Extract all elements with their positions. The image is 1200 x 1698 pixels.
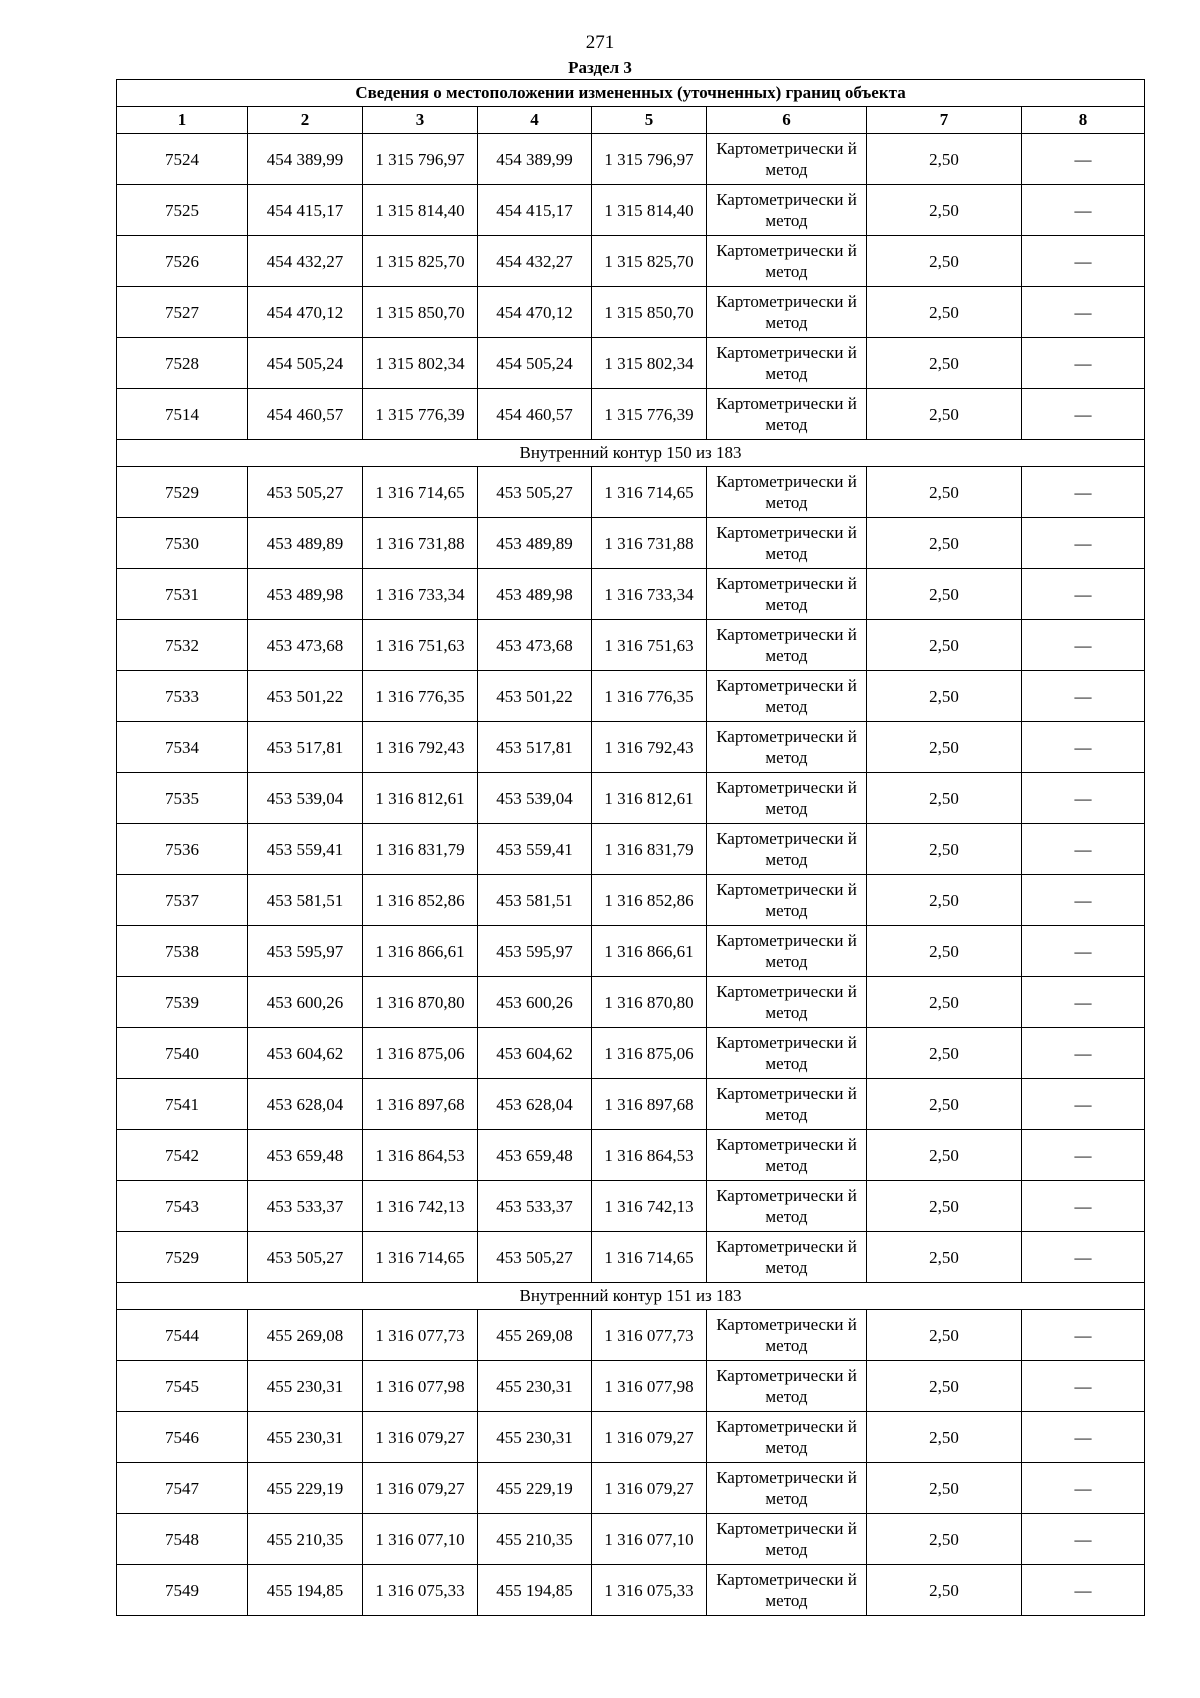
description-cell: —: [1022, 1514, 1145, 1565]
method-cell: Картометрически й метод: [707, 1310, 867, 1361]
table-row: [117, 1412, 1145, 1463]
accuracy-cell: 2,50: [867, 671, 1022, 722]
method-cell: Картометрически й метод: [707, 824, 867, 875]
coord-y-cell: 1 316 742,13: [363, 1181, 478, 1232]
description-cell: —: [1022, 722, 1145, 773]
description-cell: —: [1022, 1079, 1145, 1130]
description-cell: —: [1022, 1232, 1145, 1283]
accuracy-cell: 2,50: [867, 722, 1022, 773]
coord-y-new-cell: 1 316 831,79: [592, 824, 707, 875]
coord-y-cell: 1 316 079,27: [363, 1412, 478, 1463]
point-number-cell: 7544: [117, 1310, 248, 1361]
coord-x-new-cell: 455 230,31: [478, 1412, 592, 1463]
coord-x-cell: 454 470,12: [248, 287, 363, 338]
description-cell: —: [1022, 1565, 1145, 1616]
point-number-cell: 7547: [117, 1463, 248, 1514]
coord-x-new-cell: 453 533,37: [478, 1181, 592, 1232]
coord-x-new-cell: 453 595,97: [478, 926, 592, 977]
coord-y-new-cell: 1 316 079,27: [592, 1463, 707, 1514]
contour-heading-row: [117, 440, 1145, 467]
method-cell: Картометрически й метод: [707, 1361, 867, 1412]
column-number: 3: [363, 107, 478, 134]
coord-x-cell: 453 628,04: [248, 1079, 363, 1130]
coord-y-cell: 1 316 812,61: [363, 773, 478, 824]
method-cell: Картометрически й метод: [707, 134, 867, 185]
coord-x-cell: 453 604,62: [248, 1028, 363, 1079]
coord-y-new-cell: 1 315 802,34: [592, 338, 707, 389]
accuracy-cell: 2,50: [867, 1412, 1022, 1463]
method-cell: Картометрически й метод: [707, 620, 867, 671]
table-row: [117, 389, 1145, 440]
coord-y-cell: 1 316 866,61: [363, 926, 478, 977]
table-row: [117, 824, 1145, 875]
coord-y-cell: 1 316 731,88: [363, 518, 478, 569]
point-number-cell: 7530: [117, 518, 248, 569]
coord-x-cell: 455 230,31: [248, 1361, 363, 1412]
coord-x-cell: 455 230,31: [248, 1412, 363, 1463]
table-row: [117, 1463, 1145, 1514]
description-cell: —: [1022, 977, 1145, 1028]
coord-x-cell: 453 473,68: [248, 620, 363, 671]
coord-x-new-cell: 454 432,27: [478, 236, 592, 287]
table-body: [117, 134, 1145, 1616]
coord-x-new-cell: 453 505,27: [478, 1232, 592, 1283]
coord-y-new-cell: 1 316 731,88: [592, 518, 707, 569]
table-row: [117, 977, 1145, 1028]
coord-y-new-cell: 1 316 742,13: [592, 1181, 707, 1232]
section-title: Раздел 3: [568, 58, 632, 77]
accuracy-cell: 2,50: [867, 1514, 1022, 1565]
coord-x-cell: 453 595,97: [248, 926, 363, 977]
point-number-cell: 7546: [117, 1412, 248, 1463]
point-number-cell: 7539: [117, 977, 248, 1028]
coord-x-cell: 453 581,51: [248, 875, 363, 926]
coord-y-cell: 1 315 825,70: [363, 236, 478, 287]
point-number-cell: 7527: [117, 287, 248, 338]
coord-y-new-cell: 1 316 075,33: [592, 1565, 707, 1616]
coord-y-cell: 1 316 077,98: [363, 1361, 478, 1412]
table-row: [117, 1232, 1145, 1283]
coord-y-new-cell: 1 316 875,06: [592, 1028, 707, 1079]
method-cell: Картометрически й метод: [707, 926, 867, 977]
method-cell: Картометрически й метод: [707, 773, 867, 824]
coord-y-cell: 1 316 852,86: [363, 875, 478, 926]
description-cell: —: [1022, 518, 1145, 569]
coord-y-new-cell: 1 316 077,98: [592, 1361, 707, 1412]
column-number: 8: [1022, 107, 1145, 134]
point-number-cell: 7537: [117, 875, 248, 926]
column-number: 4: [478, 107, 592, 134]
accuracy-cell: 2,50: [867, 1181, 1022, 1232]
accuracy-cell: 2,50: [867, 1079, 1022, 1130]
point-number-cell: 7545: [117, 1361, 248, 1412]
table-row: [117, 338, 1145, 389]
coord-x-new-cell: 454 505,24: [478, 338, 592, 389]
point-number-cell: 7534: [117, 722, 248, 773]
accuracy-cell: 2,50: [867, 287, 1022, 338]
coord-x-cell: 453 501,22: [248, 671, 363, 722]
coord-x-new-cell: 453 501,22: [478, 671, 592, 722]
method-cell: Картометрически й метод: [707, 338, 867, 389]
table-row: [117, 467, 1145, 518]
table-row: [117, 1028, 1145, 1079]
accuracy-cell: 2,50: [867, 338, 1022, 389]
point-number-cell: 7543: [117, 1181, 248, 1232]
point-number-cell: 7531: [117, 569, 248, 620]
table-row: [117, 926, 1145, 977]
method-cell: Картометрически й метод: [707, 389, 867, 440]
accuracy-cell: 2,50: [867, 926, 1022, 977]
table-row: [117, 620, 1145, 671]
coord-x-cell: 454 460,57: [248, 389, 363, 440]
description-cell: —: [1022, 926, 1145, 977]
accuracy-cell: 2,50: [867, 620, 1022, 671]
coord-y-cell: 1 316 077,73: [363, 1310, 478, 1361]
accuracy-cell: 2,50: [867, 1310, 1022, 1361]
coord-x-new-cell: 455 194,85: [478, 1565, 592, 1616]
method-cell: Картометрически й метод: [707, 875, 867, 926]
coord-x-cell: 453 505,27: [248, 467, 363, 518]
point-number-cell: 7541: [117, 1079, 248, 1130]
coord-y-cell: 1 316 714,65: [363, 1232, 478, 1283]
description-cell: —: [1022, 1310, 1145, 1361]
coord-x-new-cell: 453 604,62: [478, 1028, 592, 1079]
table-row: [117, 1310, 1145, 1361]
coord-x-cell: 453 600,26: [248, 977, 363, 1028]
point-number-cell: 7536: [117, 824, 248, 875]
description-cell: —: [1022, 134, 1145, 185]
accuracy-cell: 2,50: [867, 518, 1022, 569]
coord-y-cell: 1 315 796,97: [363, 134, 478, 185]
coord-x-new-cell: 453 505,27: [478, 467, 592, 518]
coord-x-new-cell: 453 600,26: [478, 977, 592, 1028]
coord-x-cell: 454 505,24: [248, 338, 363, 389]
method-cell: Картометрически й метод: [707, 467, 867, 518]
point-number-cell: 7542: [117, 1130, 248, 1181]
description-cell: —: [1022, 185, 1145, 236]
coord-x-new-cell: 453 581,51: [478, 875, 592, 926]
coord-y-cell: 1 316 864,53: [363, 1130, 478, 1181]
accuracy-cell: 2,50: [867, 977, 1022, 1028]
description-cell: —: [1022, 236, 1145, 287]
method-cell: Картометрически й метод: [707, 1514, 867, 1565]
coord-y-new-cell: 1 316 776,35: [592, 671, 707, 722]
coord-y-cell: 1 316 776,35: [363, 671, 478, 722]
coord-y-new-cell: 1 316 714,65: [592, 467, 707, 518]
description-cell: —: [1022, 338, 1145, 389]
contour-heading-row: [117, 1283, 1145, 1310]
coord-y-new-cell: 1 315 814,40: [592, 185, 707, 236]
coord-y-cell: 1 315 814,40: [363, 185, 478, 236]
table-row: [117, 236, 1145, 287]
coord-x-new-cell: 454 470,12: [478, 287, 592, 338]
coord-y-cell: 1 316 733,34: [363, 569, 478, 620]
description-cell: —: [1022, 1412, 1145, 1463]
coord-y-new-cell: 1 316 077,10: [592, 1514, 707, 1565]
description-cell: —: [1022, 1130, 1145, 1181]
method-cell: Картометрически й метод: [707, 287, 867, 338]
coord-y-new-cell: 1 315 776,39: [592, 389, 707, 440]
method-cell: Картометрически й метод: [707, 1232, 867, 1283]
point-number-cell: 7540: [117, 1028, 248, 1079]
description-cell: —: [1022, 620, 1145, 671]
coord-x-cell: 455 210,35: [248, 1514, 363, 1565]
coord-y-new-cell: 1 316 852,86: [592, 875, 707, 926]
point-number-cell: 7525: [117, 185, 248, 236]
point-number-cell: 7533: [117, 671, 248, 722]
coord-y-cell: 1 316 897,68: [363, 1079, 478, 1130]
table-row: [117, 569, 1145, 620]
table-row: [117, 1514, 1145, 1565]
coord-x-new-cell: 453 517,81: [478, 722, 592, 773]
column-number: 5: [592, 107, 707, 134]
boundary-table: [116, 79, 1145, 1616]
column-number: 6: [707, 107, 867, 134]
point-number-cell: 7524: [117, 134, 248, 185]
table-row: [117, 287, 1145, 338]
coord-y-new-cell: 1 315 825,70: [592, 236, 707, 287]
coord-y-cell: 1 315 802,34: [363, 338, 478, 389]
coord-x-new-cell: 454 415,17: [478, 185, 592, 236]
description-cell: —: [1022, 467, 1145, 518]
coord-x-cell: 455 269,08: [248, 1310, 363, 1361]
coord-y-cell: 1 316 870,80: [363, 977, 478, 1028]
coord-x-new-cell: 453 473,68: [478, 620, 592, 671]
coord-y-cell: 1 315 850,70: [363, 287, 478, 338]
method-cell: Картометрически й метод: [707, 236, 867, 287]
accuracy-cell: 2,50: [867, 1028, 1022, 1079]
table-row: [117, 185, 1145, 236]
accuracy-cell: 2,50: [867, 1232, 1022, 1283]
coord-x-new-cell: 453 659,48: [478, 1130, 592, 1181]
coord-y-new-cell: 1 315 796,97: [592, 134, 707, 185]
coord-x-cell: 455 229,19: [248, 1463, 363, 1514]
coord-y-new-cell: 1 316 792,43: [592, 722, 707, 773]
accuracy-cell: 2,50: [867, 1130, 1022, 1181]
table-row: [117, 134, 1145, 185]
method-cell: Картометрически й метод: [707, 1079, 867, 1130]
point-number-cell: 7526: [117, 236, 248, 287]
coord-y-new-cell: 1 316 079,27: [592, 1412, 707, 1463]
table-row: [117, 1181, 1145, 1232]
table-row: [117, 722, 1145, 773]
description-cell: —: [1022, 1361, 1145, 1412]
coord-x-new-cell: 453 539,04: [478, 773, 592, 824]
coord-x-new-cell: 453 559,41: [478, 824, 592, 875]
coord-y-cell: 1 316 714,65: [363, 467, 478, 518]
point-number-cell: 7548: [117, 1514, 248, 1565]
point-number-cell: 7529: [117, 467, 248, 518]
coord-y-cell: 1 316 079,27: [363, 1463, 478, 1514]
method-cell: Картометрически й метод: [707, 1130, 867, 1181]
coord-x-new-cell: 455 269,08: [478, 1310, 592, 1361]
method-cell: Картометрически й метод: [707, 1565, 867, 1616]
coord-x-new-cell: 455 210,35: [478, 1514, 592, 1565]
point-number-cell: 7538: [117, 926, 248, 977]
point-number-cell: 7532: [117, 620, 248, 671]
table-row: [117, 773, 1145, 824]
point-number-cell: 7514: [117, 389, 248, 440]
accuracy-cell: 2,50: [867, 569, 1022, 620]
accuracy-cell: 2,50: [867, 1463, 1022, 1514]
column-number: 7: [867, 107, 1022, 134]
method-cell: Картометрически й метод: [707, 1463, 867, 1514]
method-cell: Картометрически й метод: [707, 722, 867, 773]
coord-x-new-cell: 454 389,99: [478, 134, 592, 185]
table-caption: Сведения о местоположении измененных (уточненных) границ объекта: [117, 80, 1145, 107]
method-cell: Картометрически й метод: [707, 185, 867, 236]
point-number-cell: 7535: [117, 773, 248, 824]
coord-x-cell: 453 559,41: [248, 824, 363, 875]
description-cell: —: [1022, 1463, 1145, 1514]
accuracy-cell: 2,50: [867, 1565, 1022, 1616]
coord-y-new-cell: 1 316 866,61: [592, 926, 707, 977]
description-cell: —: [1022, 569, 1145, 620]
table-row: [117, 671, 1145, 722]
coord-x-cell: 454 389,99: [248, 134, 363, 185]
coord-x-new-cell: 453 489,89: [478, 518, 592, 569]
coord-y-new-cell: 1 316 733,34: [592, 569, 707, 620]
accuracy-cell: 2,50: [867, 134, 1022, 185]
table-row: [117, 518, 1145, 569]
coord-x-cell: 453 505,27: [248, 1232, 363, 1283]
table-row: [117, 1079, 1145, 1130]
coord-y-cell: 1 316 831,79: [363, 824, 478, 875]
description-cell: —: [1022, 389, 1145, 440]
point-number-cell: 7549: [117, 1565, 248, 1616]
coord-y-new-cell: 1 316 077,73: [592, 1310, 707, 1361]
contour-heading: Внутренний контур 150 из 183: [117, 440, 1145, 467]
point-number-cell: 7528: [117, 338, 248, 389]
column-number-row: [117, 107, 1145, 134]
coord-x-cell: 454 415,17: [248, 185, 363, 236]
page-number: 271: [585, 32, 615, 53]
coord-x-cell: 453 659,48: [248, 1130, 363, 1181]
coord-y-cell: 1 316 077,10: [363, 1514, 478, 1565]
coord-x-new-cell: 455 230,31: [478, 1361, 592, 1412]
coord-x-new-cell: 453 489,98: [478, 569, 592, 620]
coord-x-new-cell: 453 628,04: [478, 1079, 592, 1130]
accuracy-cell: 2,50: [867, 875, 1022, 926]
coord-x-cell: 453 489,98: [248, 569, 363, 620]
coord-y-new-cell: 1 316 812,61: [592, 773, 707, 824]
accuracy-cell: 2,50: [867, 824, 1022, 875]
accuracy-cell: 2,50: [867, 389, 1022, 440]
description-cell: —: [1022, 773, 1145, 824]
coord-y-new-cell: 1 316 870,80: [592, 977, 707, 1028]
accuracy-cell: 2,50: [867, 773, 1022, 824]
coord-x-cell: 453 539,04: [248, 773, 363, 824]
coord-x-cell: 453 489,89: [248, 518, 363, 569]
method-cell: Картометрически й метод: [707, 977, 867, 1028]
table-row: [117, 1130, 1145, 1181]
description-cell: —: [1022, 1181, 1145, 1232]
accuracy-cell: 2,50: [867, 1361, 1022, 1412]
coord-y-cell: 1 315 776,39: [363, 389, 478, 440]
accuracy-cell: 2,50: [867, 467, 1022, 518]
method-cell: Картометрически й метод: [707, 1412, 867, 1463]
description-cell: —: [1022, 824, 1145, 875]
method-cell: Картометрически й метод: [707, 1181, 867, 1232]
coord-y-new-cell: 1 316 864,53: [592, 1130, 707, 1181]
coord-y-cell: 1 316 075,33: [363, 1565, 478, 1616]
method-cell: Картометрически й метод: [707, 518, 867, 569]
description-cell: —: [1022, 1028, 1145, 1079]
coord-x-new-cell: 455 229,19: [478, 1463, 592, 1514]
method-cell: Картометрически й метод: [707, 1028, 867, 1079]
coord-x-cell: 454 432,27: [248, 236, 363, 287]
accuracy-cell: 2,50: [867, 236, 1022, 287]
coord-x-cell: 455 194,85: [248, 1565, 363, 1616]
coord-y-cell: 1 316 875,06: [363, 1028, 478, 1079]
description-cell: —: [1022, 875, 1145, 926]
contour-heading: Внутренний контур 151 из 183: [117, 1283, 1145, 1310]
description-cell: —: [1022, 287, 1145, 338]
coord-y-new-cell: 1 316 897,68: [592, 1079, 707, 1130]
coord-y-new-cell: 1 316 714,65: [592, 1232, 707, 1283]
coord-x-cell: 453 533,37: [248, 1181, 363, 1232]
method-cell: Картометрически й метод: [707, 671, 867, 722]
table-row: [117, 1565, 1145, 1616]
coord-y-cell: 1 316 751,63: [363, 620, 478, 671]
method-cell: Картометрически й метод: [707, 569, 867, 620]
coord-y-cell: 1 316 792,43: [363, 722, 478, 773]
coord-y-new-cell: 1 316 751,63: [592, 620, 707, 671]
table-row: [117, 875, 1145, 926]
table-row: [117, 1361, 1145, 1412]
coord-y-new-cell: 1 315 850,70: [592, 287, 707, 338]
accuracy-cell: 2,50: [867, 185, 1022, 236]
description-cell: —: [1022, 671, 1145, 722]
column-number: 1: [117, 107, 248, 134]
coord-x-cell: 453 517,81: [248, 722, 363, 773]
coord-x-new-cell: 454 460,57: [478, 389, 592, 440]
column-number: 2: [248, 107, 363, 134]
point-number-cell: 7529: [117, 1232, 248, 1283]
table-caption-row: [117, 80, 1145, 107]
